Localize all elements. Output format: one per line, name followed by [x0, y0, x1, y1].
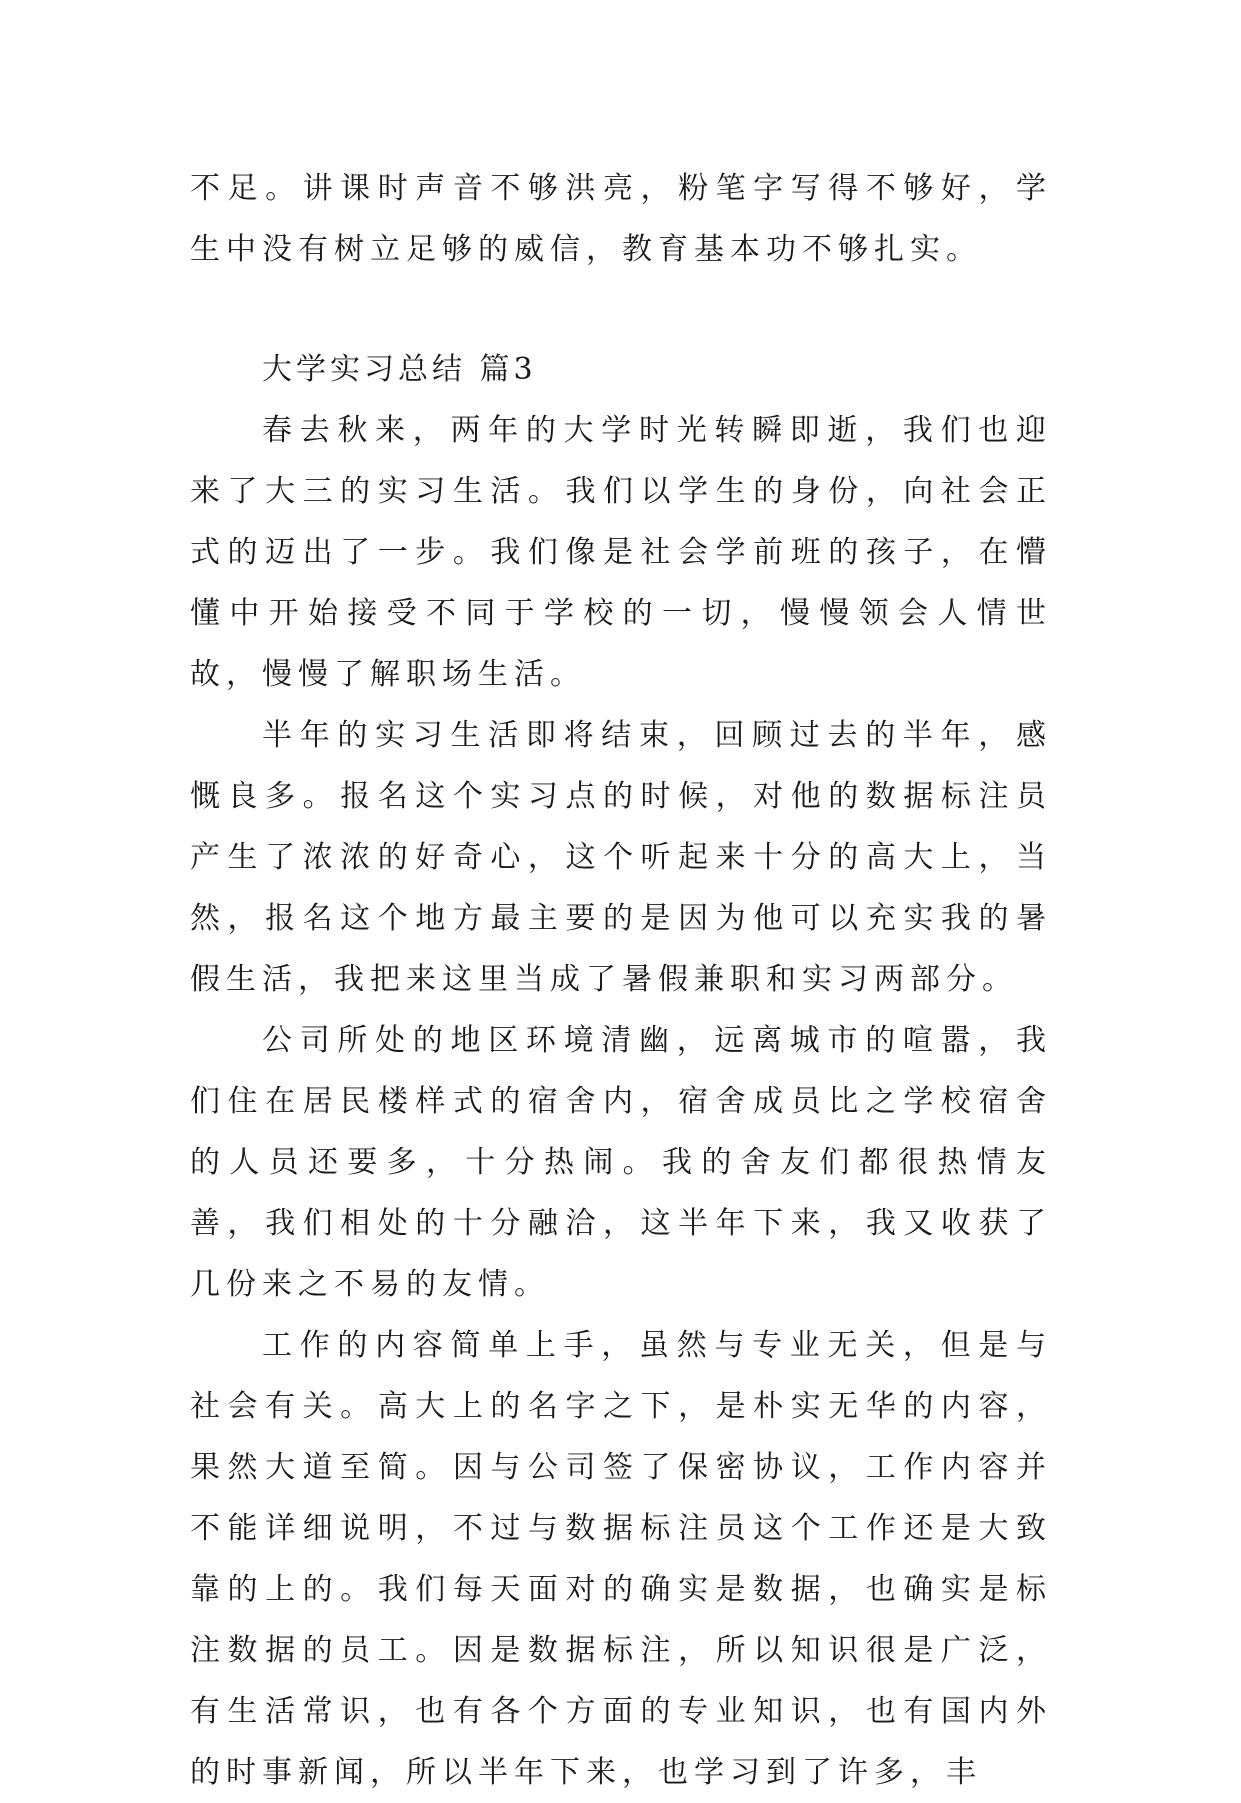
paragraph-4: 工作的内容简单上手，虽然与专业无关，但是与社会有关。高大上的名字之下，是朴实无华的内容，果然大道至简。因与公司签了保密协议，工作内容并不能详细说明，不过与数据标注员这个工作还是大致靠的上的。我们每天面对的确实是数据，也确实是标注数据的员工。因是数据标注，所以知识很是广泛，有生活常识，也有各个方面的专业知识，也有国内外的时事新闻，所以半年下来，也学习到了许多，丰: [190, 1328, 1052, 1790]
text-block-top: [190, 158, 1052, 280]
section-heading: 大学实习总结 篇3: [262, 352, 537, 387]
paragraph-2: 半年的实习生活即将结束，回顾过去的半年，感慨良多。报名这个实习点的时候，对他的数据标注员产生了浓浓的好奇心，这个听起来十分的高大上，当然，报名这个地方最主要的是因为他可以充实我的暑假生活，我把来这里当成了暑假兼职和实习两部分。: [190, 718, 1052, 997]
paragraph-1: 春去秋来，两年的大学时光转瞬即逝，我们也迎来了大三的实习生活。我们以学生的身份，向社会正式的迈出了一步。我们像是社会学前班的孩子，在懵懂中开始接受不同于学校的一切，慢慢领会人情世故，慢慢了解职场生活。: [190, 413, 1052, 692]
continued-paragraph: 不足。讲课时声音不够洪亮，粉笔字写得不够好，学生中没有树立足够的威信，教育基本功不够扎实。: [190, 171, 1052, 267]
paragraph-3: 公司所处的地区环境清幽，远离城市的喧嚣，我们住在居民楼样式的宿舍内，宿舍成员比之学校宿舍的人员还要多，十分热闹。我的舍友们都很热情友善，我们相处的十分融洽，这半年下来，我又收获了几份来之不易的友情。: [190, 1023, 1052, 1302]
text-block-main: [190, 339, 1052, 1803]
